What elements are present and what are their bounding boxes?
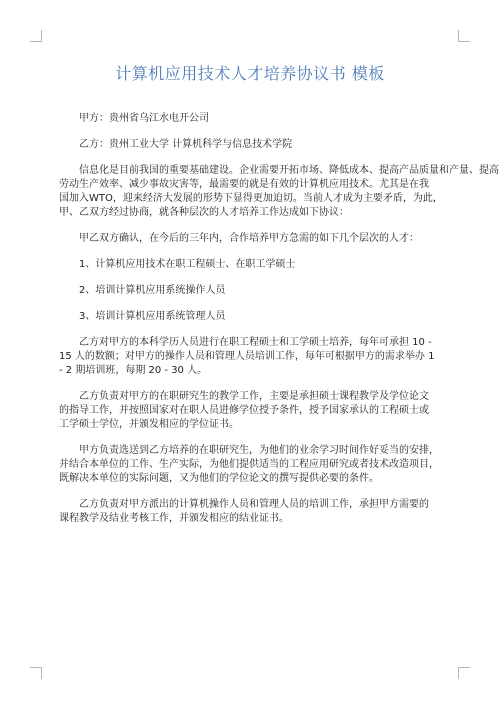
paragraph-line: 信息化是目前我国的重要基础建设。企业需要开拓市场、降低成本、提高产品质量和产量、提高 [79,165,499,176]
paragraph-line: 的指导工作，并按照国家对在职人员进修学位授予条件，授予国家承认的工程硕士或 [59,405,429,416]
crop-mark-top-right-h [458,41,470,42]
crop-mark-bottom-left-v [41,667,42,679]
crop-mark-bottom-right-h [458,667,470,668]
crop-mark-top-right-v [458,30,459,42]
paragraph-line: 甲、乙双方经过协商，就各种层次的人才培养工作达成如下协议： [59,207,349,218]
paragraph-arrange [59,444,451,486]
crop-mark-top-left-v [41,30,42,42]
paragraph-line: 工学硕士学位，并颁发相应的学位证书。 [59,419,239,430]
party-a: 甲方：贵州省乌江水电开公司 [79,113,209,124]
list-item: 1、计算机应用技术在职工程硕士、在职工学硕士 [79,259,296,270]
paragraph-line: 劳动生产效率、减少事故灾害等，最需要的就是有效的计算机应用技术。尤其是在我 [59,179,429,190]
paragraph-line: 乙方对甲方的本科学历人员进行在职工程硕士和工学硕士培养，每年可承担 10 - [79,337,432,348]
party-b: 乙方：贵州工业大学 计算机科学与信息技术学院 [79,139,293,150]
paragraph-line: 乙方负责对甲方的在职研究生的教学工作，主要是承担硕士课程教学及学位论文 [79,391,429,402]
paragraph-needs: 甲乙双方确认，在今后的三年内，合作培养甲方急需的如下几个层次的人才： [79,233,419,244]
document-body [59,112,499,538]
paragraph-scale [59,336,451,378]
crop-mark-bottom-right-v [458,667,459,679]
list-item: 2、培训计算机应用系统操作人员 [79,285,226,296]
paragraph-line: 乙方负责对甲方派出的计算机操作人员和管理人员的培训工作，承担甲方需要的 [79,499,429,510]
list-item: 3、培训计算机应用系统管理人员 [79,311,226,322]
paragraph-training [59,498,451,526]
paragraph-line: - 2 期培训班，每期 20 - 30 人。 [59,365,208,376]
paragraph-line: 并结合本单位的工作、生产实际，为他们提供适当的工程应用研究或者技术改造项目， [59,459,439,470]
document-title: 计算机应用技术人才培养协议书 模板 [115,64,385,83]
paragraph-intro [59,164,499,220]
paragraph-teaching [59,390,451,432]
paragraph-line: 甲方负责选送到乙方培养的在职研究生，为他们的业余学习时间作好妥当的安排， [79,445,439,456]
paragraph-line: 既解决本单位的实际问题，又为他们的学位论文的撰写提供必要的条件。 [59,473,379,484]
paragraph-line: 课程教学及结业考核工作，并颁发相应的结业证书。 [59,513,289,524]
paragraph-line: 国加入WTO，迎来经济大发展的形势下显得更加迫切。当前人才成为主要矛盾，为此， [59,193,443,204]
paragraph-line: 15 人的数额；对甲方的操作人员和管理人员培训工作，每年可根据甲方的需求举办 1 [59,351,435,362]
